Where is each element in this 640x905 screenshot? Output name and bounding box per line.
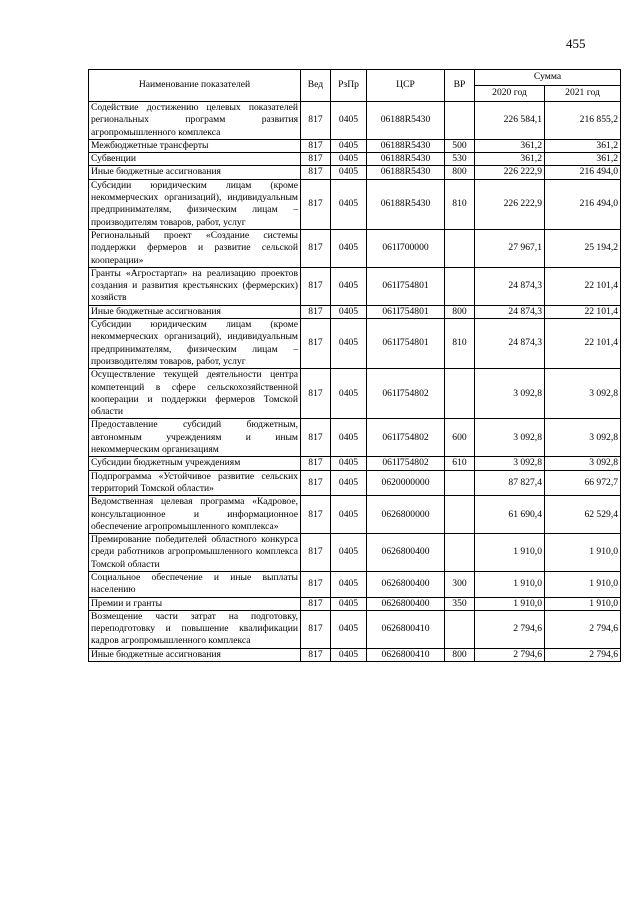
row-amount-2020: 24 874,3 [475, 305, 545, 318]
row-name: Субсидии бюджетным учреждениям [89, 457, 301, 470]
row-vr: 810 [445, 319, 475, 369]
table-row [89, 229, 621, 267]
row-rzpr: 0405 [331, 419, 367, 457]
row-ved: 817 [301, 457, 331, 470]
row-name: Иные бюджетные ассигнования [89, 305, 301, 318]
row-amount-2020: 3 092,8 [475, 457, 545, 470]
row-vr [445, 369, 475, 419]
row-name: Иные бюджетные ассигнования [89, 648, 301, 661]
row-name: Иные бюджетные ассигнования [89, 166, 301, 179]
table-row [89, 139, 621, 152]
row-amount-2021: 2 794,6 [545, 648, 621, 661]
table-row [89, 369, 621, 419]
row-amount-2021: 2 794,6 [545, 610, 621, 648]
row-ved: 817 [301, 319, 331, 369]
row-csr: 0626800000 [367, 496, 445, 534]
row-name: Подпрограмма «Устойчивое развитие сельских территорий Томской области» [89, 470, 301, 496]
table-row [89, 571, 621, 597]
row-amount-2021: 3 092,8 [545, 369, 621, 419]
row-name: Субсидии юридическим лицам (кроме некоммерческих организаций), индивидуальным предпринимателям, физическим лицам – производителям товаров, работ, услуг [89, 319, 301, 369]
row-ved: 817 [301, 534, 331, 572]
row-amount-2021: 22 101,4 [545, 305, 621, 318]
row-name: Осуществление текущей деятельности центра компетенций в сфере сельскохозяйственной кооперации и поддержки фермеров Томской области [89, 369, 301, 419]
table-row [89, 457, 621, 470]
row-csr: 06188R5430 [367, 139, 445, 152]
row-ved: 817 [301, 102, 331, 140]
row-csr: 06188R5430 [367, 179, 445, 229]
header-year-2020: 2020 год [475, 86, 545, 102]
row-csr: 061I754802 [367, 369, 445, 419]
row-amount-2021: 1 910,0 [545, 597, 621, 610]
row-name: Содействие достижению целевых показателей региональных программ развития агропромышленного комплекса [89, 102, 301, 140]
row-csr: 0626800410 [367, 648, 445, 661]
row-csr: 06188R5430 [367, 166, 445, 179]
row-rzpr: 0405 [331, 229, 367, 267]
row-rzpr: 0405 [331, 648, 367, 661]
header-csr: ЦСР [367, 70, 445, 102]
row-name: Премии и гранты [89, 597, 301, 610]
row-amount-2020: 3 092,8 [475, 369, 545, 419]
row-csr: 061I754801 [367, 267, 445, 305]
table-row [89, 305, 621, 318]
row-vr: 350 [445, 597, 475, 610]
row-csr: 061I700000 [367, 229, 445, 267]
row-vr: 600 [445, 419, 475, 457]
row-rzpr: 0405 [331, 571, 367, 597]
row-amount-2021: 216 855,2 [545, 102, 621, 140]
header-sum: Сумма [475, 70, 621, 86]
row-amount-2020: 226 222,9 [475, 166, 545, 179]
row-name: Субвенции [89, 153, 301, 166]
row-amount-2021: 216 494,0 [545, 179, 621, 229]
row-rzpr: 0405 [331, 179, 367, 229]
row-amount-2020: 27 967,1 [475, 229, 545, 267]
row-amount-2020: 24 874,3 [475, 267, 545, 305]
row-csr: 06188R5430 [367, 153, 445, 166]
row-rzpr: 0405 [331, 319, 367, 369]
row-vr [445, 229, 475, 267]
row-amount-2021: 62 529,4 [545, 496, 621, 534]
row-amount-2020: 2 794,6 [475, 610, 545, 648]
row-csr: 061I754802 [367, 457, 445, 470]
row-vr [445, 496, 475, 534]
row-rzpr: 0405 [331, 153, 367, 166]
row-name: Возмещение части затрат на подготовку, переподготовку и повышение квалификации кадров агропромышленного комплекса [89, 610, 301, 648]
row-rzpr: 0405 [331, 610, 367, 648]
row-amount-2020: 87 827,4 [475, 470, 545, 496]
row-rzpr: 0405 [331, 305, 367, 318]
table-body [89, 102, 621, 662]
row-amount-2021: 3 092,8 [545, 457, 621, 470]
row-csr: 0626800400 [367, 534, 445, 572]
row-ved: 817 [301, 496, 331, 534]
row-amount-2021: 25 194,2 [545, 229, 621, 267]
row-csr: 06188R5430 [367, 102, 445, 140]
table-row [89, 610, 621, 648]
table-row [89, 267, 621, 305]
row-rzpr: 0405 [331, 139, 367, 152]
row-csr: 0626800400 [367, 571, 445, 597]
row-amount-2021: 216 494,0 [545, 166, 621, 179]
row-name: Межбюджетные трансферты [89, 139, 301, 152]
row-csr: 061I754801 [367, 319, 445, 369]
header-ved: Вед [301, 70, 331, 102]
table-row [89, 179, 621, 229]
row-name: Премирование победителей областного конкурса среди работников агропромышленного комплекса Томской области [89, 534, 301, 572]
row-vr [445, 610, 475, 648]
header-year-2021: 2021 год [545, 86, 621, 102]
row-ved: 817 [301, 229, 331, 267]
table-row [89, 153, 621, 166]
row-ved: 817 [301, 139, 331, 152]
row-vr: 800 [445, 305, 475, 318]
row-ved: 817 [301, 648, 331, 661]
row-amount-2020: 226 222,9 [475, 179, 545, 229]
row-csr: 0620000000 [367, 470, 445, 496]
row-vr [445, 534, 475, 572]
row-vr [445, 470, 475, 496]
row-ved: 817 [301, 267, 331, 305]
row-amount-2021: 22 101,4 [545, 319, 621, 369]
table-row [89, 470, 621, 496]
row-csr: 061I754801 [367, 305, 445, 318]
row-rzpr: 0405 [331, 369, 367, 419]
row-amount-2020: 361,2 [475, 153, 545, 166]
row-ved: 817 [301, 369, 331, 419]
row-amount-2021: 22 101,4 [545, 267, 621, 305]
row-amount-2020: 61 690,4 [475, 496, 545, 534]
row-vr: 610 [445, 457, 475, 470]
header-rzpr: РзПр [331, 70, 367, 102]
row-rzpr: 0405 [331, 470, 367, 496]
row-ved: 817 [301, 419, 331, 457]
row-ved: 817 [301, 179, 331, 229]
row-vr [445, 267, 475, 305]
row-name: Социальное обеспечение и иные выплаты населению [89, 571, 301, 597]
row-name: Субсидии юридическим лицам (кроме некоммерческих организаций), индивидуальным предпринимателям, физическим лицам – производителям товаров, работ, услуг [89, 179, 301, 229]
row-amount-2020: 1 910,0 [475, 597, 545, 610]
row-csr: 061I754802 [367, 419, 445, 457]
row-amount-2020: 1 910,0 [475, 571, 545, 597]
table-row [89, 319, 621, 369]
row-ved: 817 [301, 166, 331, 179]
row-vr: 800 [445, 166, 475, 179]
table-row [89, 166, 621, 179]
row-amount-2020: 361,2 [475, 139, 545, 152]
table-row [89, 496, 621, 534]
page-number: 455 [566, 36, 586, 51]
row-amount-2020: 1 910,0 [475, 534, 545, 572]
row-rzpr: 0405 [331, 457, 367, 470]
row-rzpr: 0405 [331, 534, 367, 572]
table-row [89, 597, 621, 610]
row-rzpr: 0405 [331, 267, 367, 305]
row-ved: 817 [301, 470, 331, 496]
row-amount-2020: 3 092,8 [475, 419, 545, 457]
row-ved: 817 [301, 597, 331, 610]
row-amount-2021: 361,2 [545, 153, 621, 166]
row-rzpr: 0405 [331, 166, 367, 179]
table-row [89, 534, 621, 572]
row-name: Региональный проект «Создание системы поддержки фермеров и развитие сельской кооперации» [89, 229, 301, 267]
row-ved: 817 [301, 571, 331, 597]
row-rzpr: 0405 [331, 496, 367, 534]
row-amount-2021: 3 092,8 [545, 419, 621, 457]
row-ved: 817 [301, 305, 331, 318]
row-amount-2021: 1 910,0 [545, 534, 621, 572]
table-row [89, 648, 621, 661]
row-vr: 800 [445, 648, 475, 661]
row-vr: 500 [445, 139, 475, 152]
row-amount-2020: 226 584,1 [475, 102, 545, 140]
header-vr: ВР [445, 70, 475, 102]
row-rzpr: 0405 [331, 597, 367, 610]
row-ved: 817 [301, 153, 331, 166]
header-name: Наименование показателей [89, 70, 301, 102]
table-row [89, 419, 621, 457]
row-ved: 817 [301, 610, 331, 648]
row-name: Предоставление субсидий бюджетным, автономным учреждениям и иным некоммерческим организациям [89, 419, 301, 457]
row-amount-2021: 66 972,7 [545, 470, 621, 496]
row-vr: 810 [445, 179, 475, 229]
row-amount-2020: 2 794,6 [475, 648, 545, 661]
budget-table [88, 69, 621, 662]
row-rzpr: 0405 [331, 102, 367, 140]
row-vr: 530 [445, 153, 475, 166]
table-row [89, 102, 621, 140]
row-csr: 0626800410 [367, 610, 445, 648]
row-amount-2021: 1 910,0 [545, 571, 621, 597]
row-vr [445, 102, 475, 140]
row-amount-2021: 361,2 [545, 139, 621, 152]
row-vr: 300 [445, 571, 475, 597]
row-name: Ведомственная целевая программа «Кадровое, консультационное и информационное обеспечение агропромышленного комплекса» [89, 496, 301, 534]
row-amount-2020: 24 874,3 [475, 319, 545, 369]
row-csr: 0626800400 [367, 597, 445, 610]
row-name: Гранты «Агростартап» на реализацию проектов создания и развития крестьянских (фермерских) хозяйств [89, 267, 301, 305]
